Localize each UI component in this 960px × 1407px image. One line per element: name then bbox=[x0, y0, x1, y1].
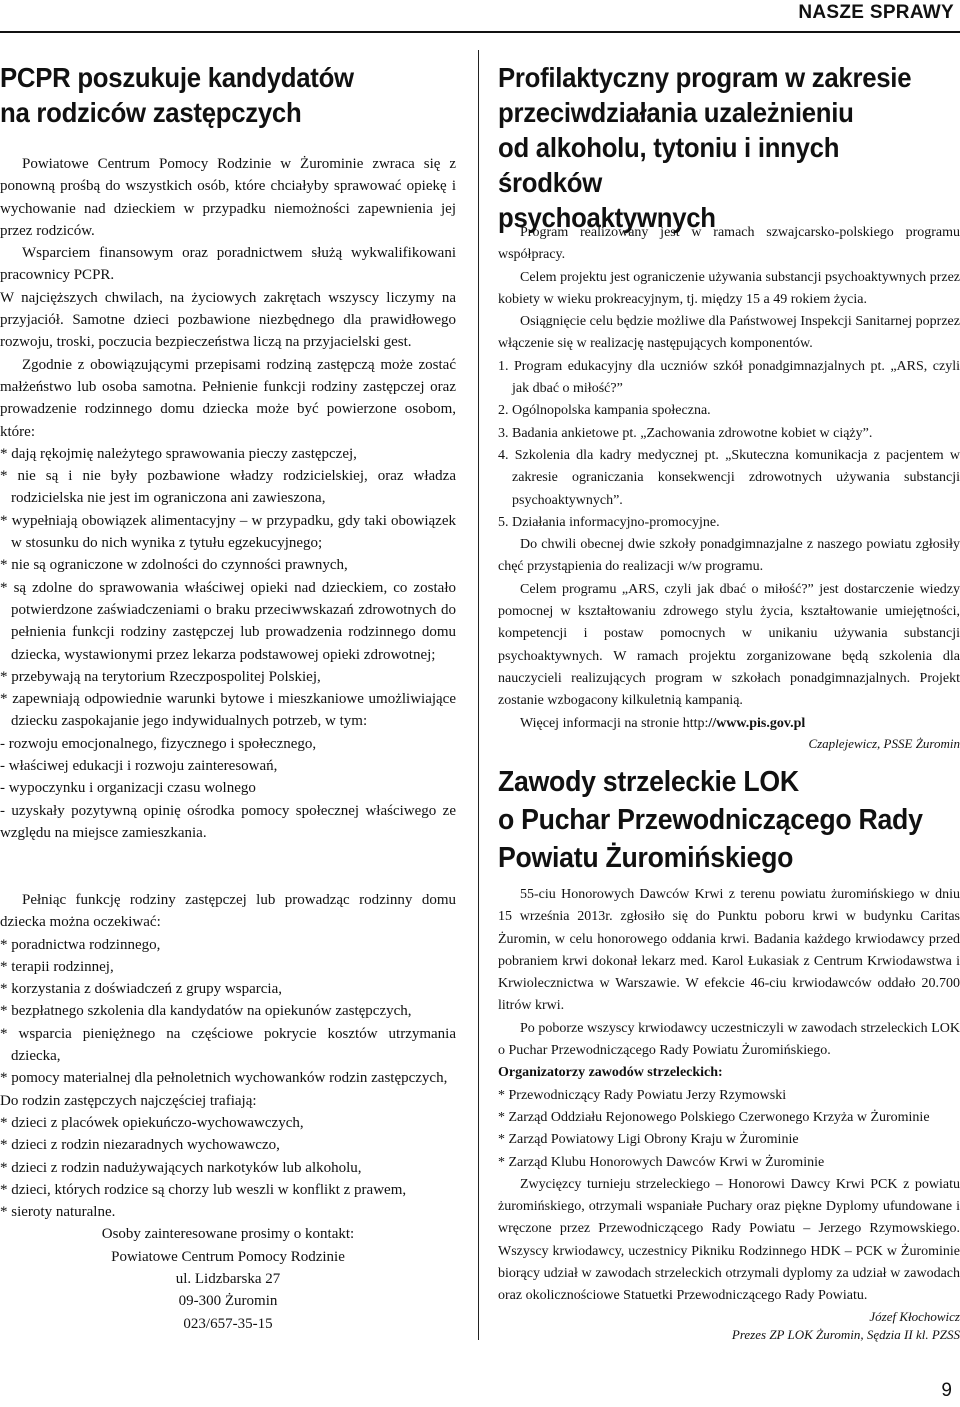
section-label: NASZE SPRAWY bbox=[798, 2, 954, 23]
article-pcpr-body-2 bbox=[0, 889, 456, 1335]
list-item: * Przewodniczący Rady Powiatu Jerzy Rzymowski bbox=[498, 1087, 787, 1103]
title-line: na rodziców zastępczych bbox=[0, 97, 302, 128]
paragraph: Do chwili obecnej dwie szkoły ponadgimnazjalne z naszego powiatu zgłosiły chęć przystąpienia do realizacji w/w programu. bbox=[498, 537, 960, 575]
page-number: 9 bbox=[941, 1380, 952, 1401]
title-line: Powiatu Żuromińskiego bbox=[498, 842, 794, 874]
paragraph: Osiągnięcie celu będzie możliwe dla Państwowej Inspekcji Sanitarnej poprzez włączenie się w realizację następujących komponentów. bbox=[498, 314, 960, 352]
paragraph: W najcięższych chwilach, na życiowych zakrętach wszyscy liczymy na przyjaciół. Samotne dzieci pozbawione niezbędnego dla prawidłowego rozwoju, troski, poczucia bezpieczeństwa liczą na przyjacielski gest. bbox=[0, 289, 456, 351]
title-line: Zawody strzeleckie LOK bbox=[498, 766, 799, 798]
list-item: * dają rękojmię należytego sprawowania pieczy zastępczej, bbox=[0, 445, 357, 462]
title-line: o Puchar Przewodniczącego Rady bbox=[498, 804, 923, 836]
list-item: - wypoczynku i organizacji czasu wolnego bbox=[0, 780, 256, 797]
paragraph: Powiatowe Centrum Pomocy Rodzinie w Żurominie zwraca się z ponowną prośbą do wszystkich osób, które chciałyby sprawować opiekę i wychowanie nad dzieckiem w przypadku niemożności zapewnienia jej przez rodziców. bbox=[0, 156, 456, 239]
list-item: * Zarząd Klubu Honorowych Dawców Krwi w Żurominie bbox=[498, 1154, 825, 1170]
list-item: * dzieci z rodzin nadużywających narkotyków lub alkoholu, bbox=[0, 1159, 362, 1176]
paragraph: Wsparciem finansowym oraz poradnictwem służą wykwalifikowani pracownicy PCPR. bbox=[0, 245, 456, 284]
list-item: - uzyskały pozytywną opinię ośrodka pomocy społecznej właściwego ze względu na miejsce zamieszkania. bbox=[0, 802, 456, 841]
article-program bbox=[498, 60, 960, 235]
title-line: psychoaktywnych bbox=[498, 202, 716, 233]
list-item: * dzieci, których rodzice są chorzy lub weszli w konflikt z prawem, bbox=[0, 1181, 407, 1198]
title-line: przeciwdziałania uzależnieniu bbox=[498, 97, 854, 128]
organizers-heading: Organizatorzy zawodów strzeleckich: bbox=[498, 1065, 723, 1081]
list-item: * terapii rodzinnej, bbox=[0, 958, 114, 975]
paragraph: 55-ciu Honorowych Dawców Krwi z terenu powiatu żuromińskiego w dniu 15 września 2013r. zgłosiło się do Punktu poboru krwi w budynku Caritas Żuromin, w celu honorowego oddania krwi. Badania każdego krwiodawcy przed pobraniem krwi dokonał lekarz med. Karol Łukasiak z Centrum Krwiodawstwa i Krwiolecznictwa w Warszawie. W efekcie 46-ciu krwiodawców oddało 20.700 litrów krwi. bbox=[498, 887, 960, 1014]
list-item: * nie są ograniczone w zdolności do czynności prawnych, bbox=[0, 557, 348, 574]
list-item: * Zarząd Oddziału Rejonowego Polskiego Czerwonego Krzyża w Żurominie bbox=[498, 1109, 930, 1125]
column-divider bbox=[478, 50, 479, 1340]
contact-line: Powiatowe Centrum Pomocy Rodzinie bbox=[111, 1248, 345, 1265]
list-item: * dzieci z rodzin niezaradnych wychowawczo, bbox=[0, 1137, 280, 1154]
contact-line: Osoby zainteresowane prosimy o kontakt: bbox=[101, 1226, 355, 1243]
contact-line: ul. Lidzbarska 27 bbox=[175, 1271, 281, 1288]
list-item: * zapewniają odpowiednie warunki bytowe i mieszkaniowe umożliwiające dziecku zaspokajanie jego indywidualnych potrzeb, w tym: bbox=[0, 691, 456, 730]
title-line: PCPR poszukuje kandydatów bbox=[0, 62, 354, 93]
list-item: * bezpłatnego szkolenia dla kandydatów na opiekunów zastępczych, bbox=[0, 1003, 412, 1020]
article-lok bbox=[498, 763, 960, 877]
list-item: * przebywają na terytorium Rzeczpospolitej Polskiej, bbox=[0, 668, 321, 685]
more-info bbox=[498, 713, 960, 735]
list-item: * wsparcia pieniężnego na częściowe pokrycie kosztów utrzymania dziecka, bbox=[0, 1025, 456, 1065]
article-lok-body bbox=[498, 884, 960, 1344]
article-lok-title bbox=[498, 763, 923, 877]
signature: Czaplejewicz, PSSE Żuromin bbox=[808, 735, 960, 751]
list-item: 3. Badania ankietowe pt. „Zachowania zdrowotne kobiet w ciąży”. bbox=[498, 425, 873, 441]
list-item: * wypełniają obowiązek alimentacyjny – w przypadku, gdy taki obowiązek w stosunku do nich wynika z tytułu egzekucyjnego; bbox=[0, 512, 456, 552]
paragraph: Celem programu „ARS, czyli jak dbać o miłość?” jest dostarczenie wiedzy pomocnej w kształtowaniu zdrowego stylu życia, kształtowanie umiejętności, kompetencji i postaw pomocnych w unikaniu używania substancji psychoaktywnych. W ramach projektu zorganizowane będą szkolenia dla nauczycieli realizujących program w szkołach ponadgimnazjalnych. Projekt zostanie wzbogacony kilkuletnią kampanią. bbox=[498, 581, 960, 709]
signature-role: Prezes ZP LOK Żuromin, Sędzia II kl. PZSS bbox=[731, 1326, 960, 1342]
contact-line: 09-300 Żuromin bbox=[178, 1293, 278, 1310]
list-item: 2. Ogólnopolska kampania społeczna. bbox=[498, 403, 711, 419]
article-pcpr bbox=[0, 60, 456, 130]
signature-name: Józef Kłochowicz bbox=[869, 1308, 960, 1324]
article-program-title bbox=[498, 60, 923, 235]
more-info-text: Więcej informacji na stronie http: bbox=[520, 715, 709, 731]
list-item: 5. Działania informacyjno-promocyjne. bbox=[498, 514, 720, 530]
contact-line: 023/657-35-15 bbox=[183, 1315, 273, 1332]
paragraph: Po poborze wszyscy krwiodawcy uczestniczyli w zawodach strzeleckich LOK o Puchar Przewodniczącego Rady Powiatu Żuromińskiego. bbox=[498, 1020, 960, 1059]
article-pcpr-body bbox=[0, 153, 456, 844]
list-item: * Zarząd Powiatowy Ligi Obrony Kraju w Żurominie bbox=[498, 1132, 799, 1148]
list-item: * są zdolne do sprawowania właściwej opieki nad dzieckiem, co zostało potwierdzone zaświadczeniami o braku przeciwwskazań zdrowotnych do pełnienia funkcji rodziny zastępczej lub prowadzenia rodzinnego domu dziecka, wystawionymi przez lekarza podstawowej opieki zdrowotnej; bbox=[0, 579, 456, 663]
list-item: * korzystania z doświadczeń z grupy wsparcia, bbox=[0, 981, 282, 998]
list-item: 4. Szkolenia dla kadry medycznej pt. „Skuteczna komunikacja z pacjentem w zakresie ograniczania konsekwencji zdrowotnych używania substancji psychoaktywnych”. bbox=[498, 447, 960, 508]
list-item: * dzieci z placówek opiekuńczo-wychowawczych, bbox=[0, 1114, 304, 1131]
list-item: * pomocy materialnej dla pełnoletnich wychowanków rodzin zastępczych, bbox=[0, 1070, 448, 1087]
paragraph: Zgodnie z obowiązującymi przepisami rodziną zastępczą może zostać małżeństwo lub osoba samotna. Pełnienie funkcji rodziny zastępczej oraz prowadzenie rodzinnego domu dziecka może być powierzone osobom, które: bbox=[0, 356, 456, 440]
title-line: od alkoholu, tytoniu i innych środków bbox=[498, 132, 840, 198]
list-item: 1. Program edukacyjny dla uczniów szkół ponadgimnazjalnych pt. „ARS, czyli jak dbać o miłość?” bbox=[498, 358, 960, 397]
list-item: - rozwoju emocjonalnego, fizycznego i społecznego, bbox=[0, 735, 317, 752]
article-program-body bbox=[498, 222, 960, 753]
title-line: Profilaktyczny program w zakresie bbox=[498, 62, 912, 93]
paragraph: Program realizowany jest w ramach szwajcarsko-polskiego programu współpracy. bbox=[498, 225, 960, 263]
paragraph: Celem projektu jest ograniczenie używania substancji psychoaktywnych przez kobiety w wieku prokreacyjnym, tj. między 15 a 49 rokiem życia. bbox=[498, 269, 960, 307]
paragraph: Do rodzin zastępczych najczęściej trafiają: bbox=[0, 1092, 257, 1109]
list-item: * nie są i nie były pozbawione władzy rodzicielskiej, oraz władza rodzicielska nie jest im ograniczona ani zawieszona, bbox=[0, 468, 456, 507]
website-link[interactable]: //www.pis.gov.pl bbox=[708, 715, 806, 731]
list-item: * poradnictwa rodzinnego, bbox=[0, 936, 161, 953]
header-rule bbox=[0, 31, 960, 33]
article-pcpr-title bbox=[0, 60, 420, 130]
paragraph: Zwycięzcy turnieju strzeleckiego – Honorowi Dawcy Krwi PCK z powiatu żuromińskiego, otrzymali wspaniałe Puchary oraz piękne Dyplomy ufundowane i wręczone przez Przewodniczącego Rady Powiatu – Jerzego Rzymowskiego. Wszyscy krwiodawcy, uczestnicy Pikniku Rodzinnego HDK – PCK w Żurominie biorący udział w zawodach strzeleckich otrzymali dyplomy za udział w zawodach oraz okolicznościowe Statuetki Przewodniczącego Rady Powiatu. bbox=[498, 1176, 960, 1304]
list-item: - właściwej edukacji i rozwoju zainteresowań, bbox=[0, 758, 278, 775]
list-item: * sieroty naturalne. bbox=[0, 1204, 116, 1221]
paragraph: Pełniąc funkcję rodziny zastępczej lub prowadząc rodzinny domu dziecka można oczekiwać: bbox=[0, 892, 456, 931]
